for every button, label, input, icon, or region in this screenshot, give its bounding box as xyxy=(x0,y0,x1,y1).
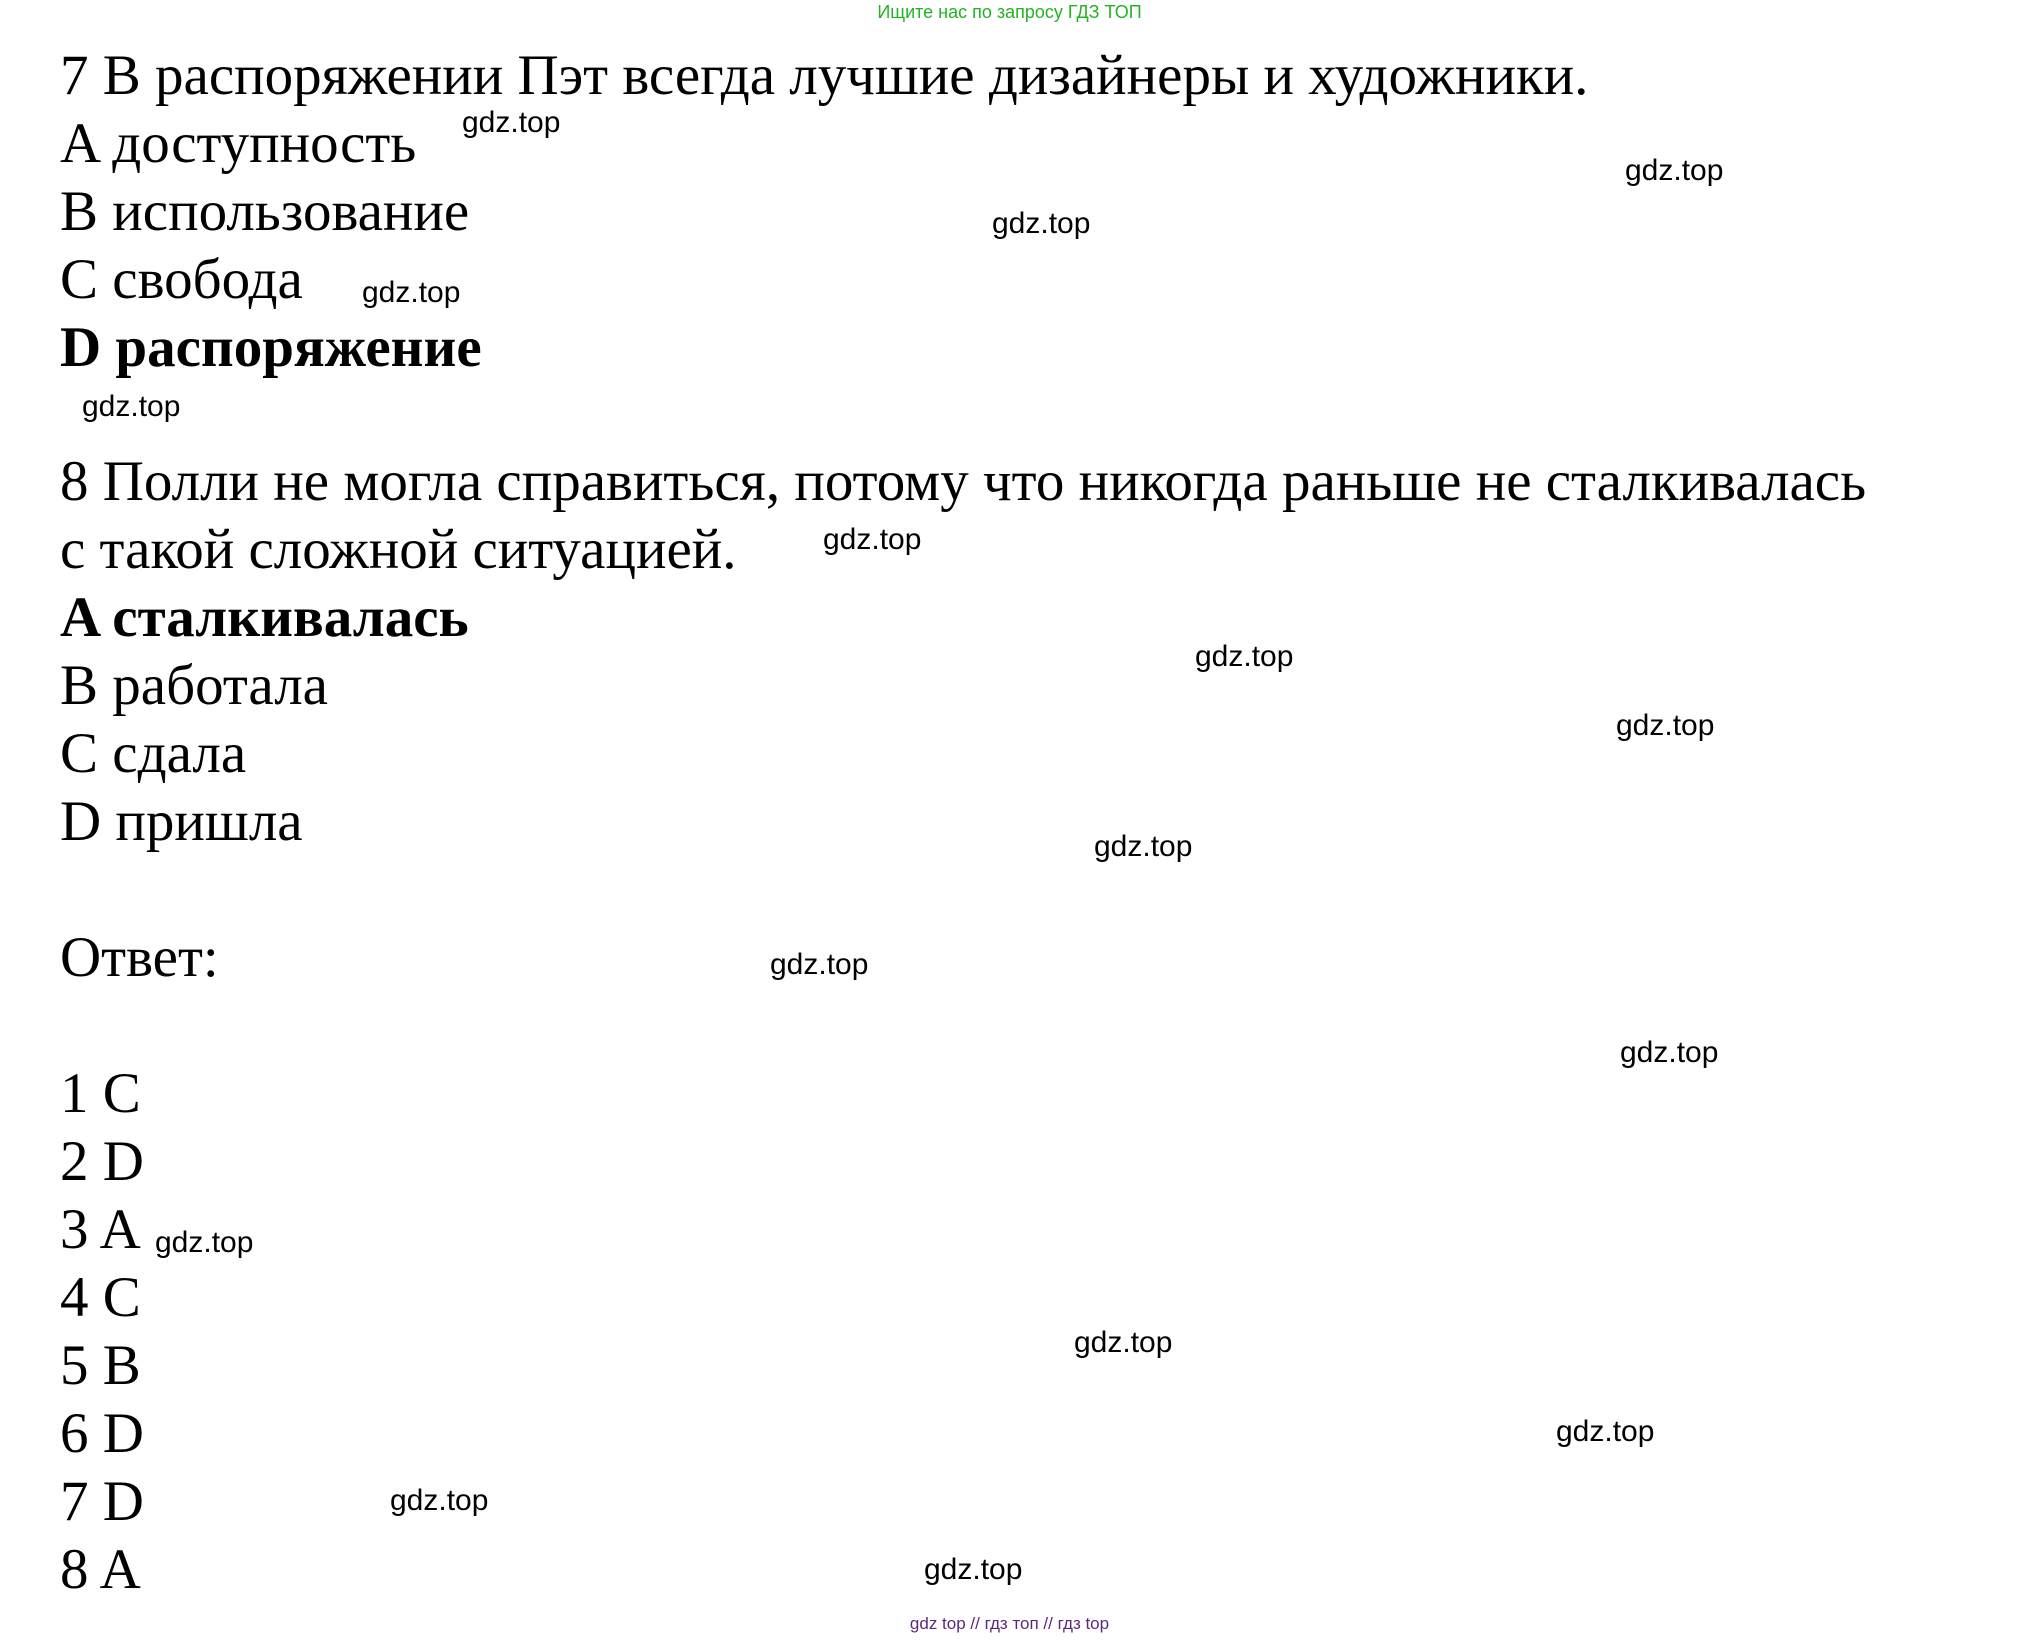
answer-7: 7 D xyxy=(60,1470,144,1533)
question-7-option-d-correct: D распоряжение xyxy=(60,316,482,379)
watermark: gdz.top xyxy=(390,1484,489,1517)
watermark: gdz.top xyxy=(823,523,922,556)
answer-8: 8 A xyxy=(60,1538,141,1601)
footer-note: gdz top // гдз топ // гдз top xyxy=(909,1614,1110,1633)
watermark: gdz.top xyxy=(1195,640,1294,673)
watermark: gdz.top xyxy=(362,276,461,309)
watermark: gdz.top xyxy=(1620,1036,1719,1069)
watermark: gdz.top xyxy=(924,1553,1023,1586)
watermark: gdz.top xyxy=(1625,154,1724,187)
watermark: gdz.top xyxy=(1074,1326,1173,1359)
question-7-option-b: B использование xyxy=(60,180,470,243)
watermark: gdz.top xyxy=(1094,830,1193,863)
answer-5: 5 B xyxy=(60,1334,141,1397)
watermark: gdz.top xyxy=(155,1226,254,1259)
question-8-option-d: D пришла xyxy=(60,790,303,853)
watermark: gdz.top xyxy=(770,948,869,981)
question-8-option-b: B работала xyxy=(60,654,328,717)
watermark: gdz.top xyxy=(1556,1415,1655,1448)
watermark: gdz.top xyxy=(82,390,181,423)
watermark: gdz.top xyxy=(462,106,561,139)
header-note: Ищите нас по запросу ГДЗ ТОП xyxy=(877,2,1142,22)
answer-2: 2 D xyxy=(60,1130,144,1193)
answer-heading: Ответ: xyxy=(60,926,219,989)
watermark: gdz.top xyxy=(992,207,1091,240)
question-8-option-c: C сдала xyxy=(60,722,247,785)
watermark: gdz.top xyxy=(1616,709,1715,742)
question-8-prompt-line-2: с такой сложной ситуацией. xyxy=(60,518,737,581)
question-8-option-a-correct: A сталкивалась xyxy=(60,586,469,649)
question-7-option-c: C свобода xyxy=(60,248,303,311)
answer-3: 3 A xyxy=(60,1198,141,1261)
question-8-prompt-line-1: 8 Полли не могла справиться, потому что никогда раньше не сталкивалась xyxy=(60,450,1867,513)
question-7-prompt: 7 В распоряжении Пэт всегда лучшие дизайнеры и художники. xyxy=(60,44,1589,107)
question-7-option-a: A доступность xyxy=(60,112,417,175)
answer-6: 6 D xyxy=(60,1402,144,1465)
answer-1: 1 C xyxy=(60,1062,141,1125)
answer-4: 4 C xyxy=(60,1266,141,1329)
